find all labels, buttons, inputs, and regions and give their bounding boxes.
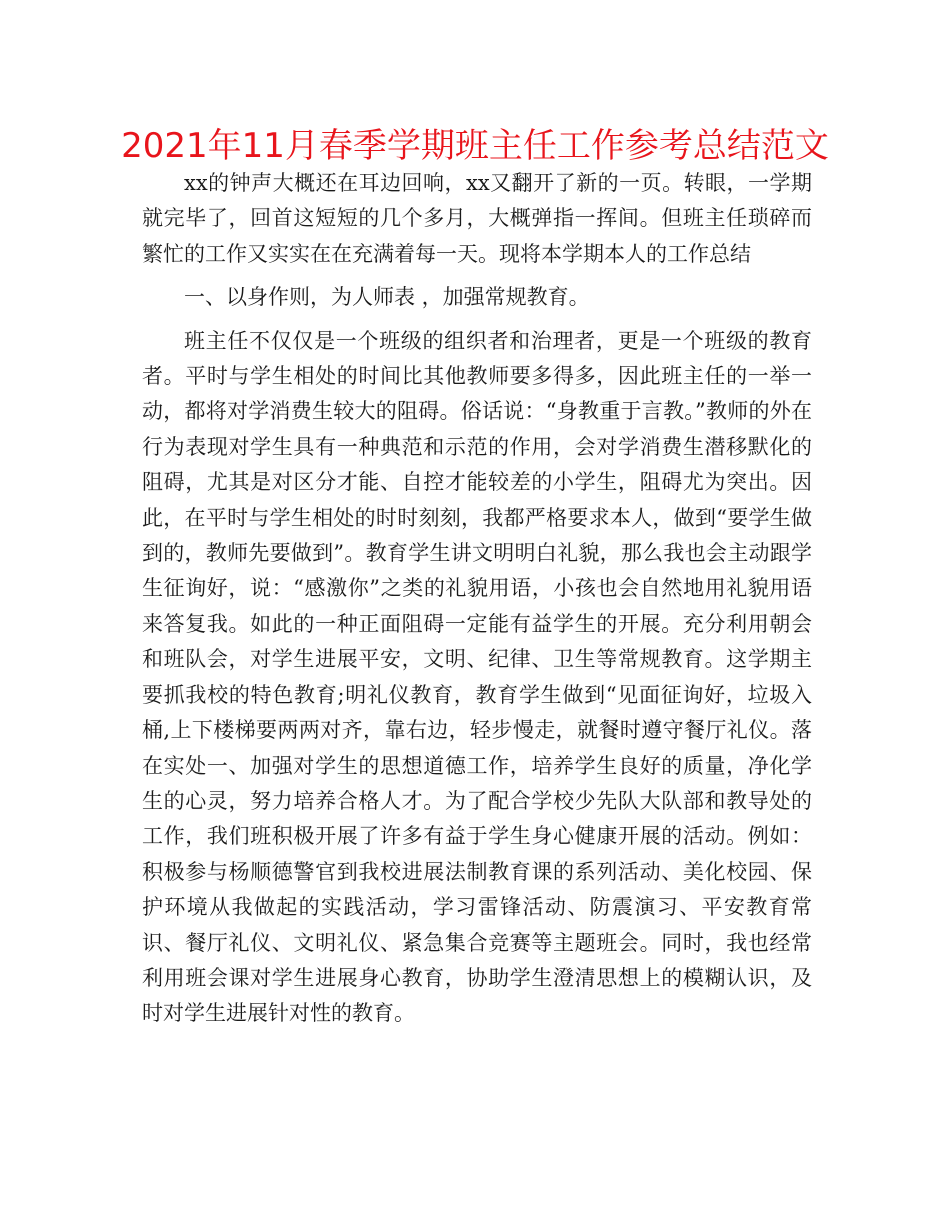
section-heading: 一、以身作则，为人师表 ，加强常规教育。 — [184, 285, 590, 310]
intro-paragraph: xx的钟声大概还在耳边回响，xx又翻开了新的一页。转眼，一学期就完毕了，回首这短短的几个多月，大概弹指一挥间。但班主任琐碎而繁忙的工作又实实在在充满着每一天。现将本学期本人的工作总结 — [142, 171, 812, 266]
document-title: 2021年11月春季学期班主任工作参考总结范文 — [121, 126, 829, 166]
body-paragraph: 班主任不仅仅是一个班级的组织者和治理者，更是一个班级的教育者。平时与学生相处的时间比其他教师要多得多，因此班主任的一举一动，都将对学消费生较大的阻碍。俗话说：“身教重于言教。”教师的外在行为表现对学生具有一种典范和示范的作用，会对学消费生潜移默化的阻碍，尤其是对区分才能、自控才能较差的小学生，阻碍尤为突出。因此，在平时与学生相处的时时刻刻，我都严格要求本人，做到“要学生做到的，教师先要做到”。教育学生讲文明明白礼貌，那么我也会主动跟学生征询好，说：“感激你”之类的礼貌用语，小孩也会自然地用礼貌用语来答复我。如此的一种正面阻碍一定能有益学生的开展。充分利用朝会和班队会，对学生进展平安，文明、纪律、卫生等常规教育。这学期主要抓我校的特色教育;明礼仪教育，教育学生做到“见面征询好，垃圾入桶,上下楼梯要两两对齐，靠右边，轻步慢走，就餐时遵守餐厅礼仪。落在实处一、加强对学生的思想道德工作，培养学生良好的质量，净化学生的心灵，努力培养合格人才。为了配合学校少先队大队部和教导处的工作，我们班积极开展了许多有益于学生身心健康开展的活动。例如：积极参与杨顺德警官到我校进展法制教育课的系列活动、美化校园、保护环境从我做起的实践活动，学习雷锋活动、防震演习、平安教育常识、餐厅礼仪、文明礼仪、紧急集合竞赛等主题班会。同时，我也经常利用班会课对学生进展身心教育，协助学生澄清思想上的模糊认识，及时对学生进展针对性的教育。 — [142, 328, 812, 1026]
document-body — [142, 166, 812, 1032]
